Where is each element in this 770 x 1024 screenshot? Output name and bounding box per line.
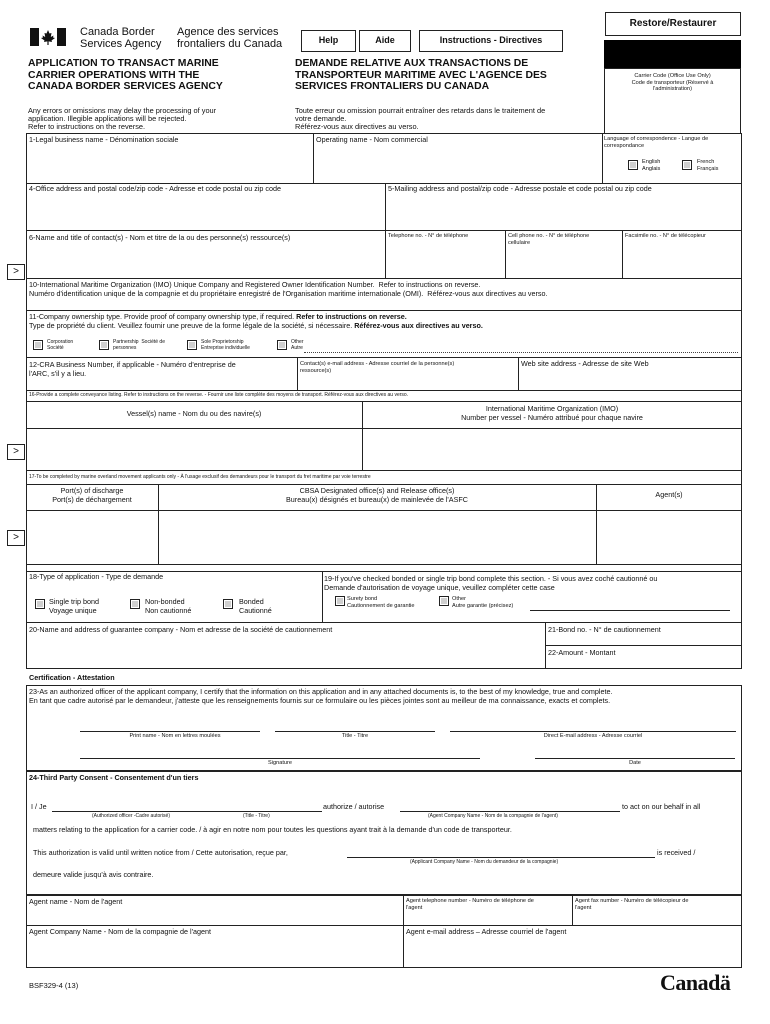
date-label: Date — [629, 760, 641, 766]
other-ownership-label: Other Autre — [291, 339, 304, 351]
ports-header: Port(s) of discharge Port(s) de déchargement — [52, 486, 132, 504]
consent-act: to act on our behalf in all — [622, 802, 701, 811]
agent-company-consent-input[interactable] — [400, 811, 620, 812]
agents-header: Agent(s) — [655, 490, 683, 499]
certification-title: Certification - Attestation — [29, 673, 115, 682]
english-checkbox[interactable] — [628, 160, 638, 170]
non-bonded-checkbox[interactable] — [130, 599, 140, 609]
agent-company-consent-label: (Agent Company Name - Nom de la compagnie de l'agent) — [428, 813, 558, 819]
corporation-checkbox[interactable] — [33, 340, 43, 350]
consent-remains: demeure valide jusqu'à avis contraire. — [33, 870, 154, 879]
carrier-code-label: Carrier Code (Office Use Only) Code de transporteur (Réservé à l'administration) — [631, 73, 714, 92]
cbsa-offices-header: CBSA Designated office(s) and Release office(s) Bureau(x) désignés et bureau(x) de mainlevée de l'ASFC — [286, 486, 468, 504]
direct-email-label: Direct E-mail address - Adresse courriel — [543, 733, 643, 739]
signature-line[interactable] — [80, 758, 480, 759]
field-12-label: 12-CRA Business Number, if applicable - Numéro d'entreprise de l'ARC, s'il y a lieu. — [29, 360, 236, 378]
field-14-label: Web site address - Adresse de site Web — [521, 359, 649, 368]
title-en: APPLICATION TO TRANSACT MARINE CARRIER OPERATIONS WITH THE CANADA BORDER SERVICES AGENCY — [28, 58, 223, 92]
signature-label: Signature — [268, 760, 292, 766]
expand-contacts-button[interactable]: > — [7, 264, 25, 280]
field-13-label: Contact(s) e-mail address - Adresse courriel de la personne(s) ressource(s) — [300, 361, 455, 374]
surety-bond-checkbox[interactable] — [335, 596, 345, 606]
canada-wordmark: Canadä — [660, 970, 731, 995]
applicant-company-input[interactable] — [347, 857, 655, 858]
carrier-code-black-bar — [604, 40, 741, 68]
title-label: Title - Titre — [341, 733, 369, 739]
agency-name-en: Canada Border Services Agency — [80, 26, 162, 50]
field-22-label: 22-Amount - Montant — [548, 648, 616, 657]
agency-name-fr: Agence des services frontaliers du Canada — [177, 26, 283, 50]
sole-proprietorship-checkbox[interactable] — [187, 340, 197, 350]
vessel-name-header: Vessel(s) name - Nom du ou des navire(s) — [126, 409, 262, 418]
instructions-button[interactable]: Instructions - Directives — [419, 30, 563, 52]
help-button[interactable]: Help — [301, 30, 356, 52]
cell-phone-label: Cell phone no. - N° de téléphone cellulaire — [508, 233, 590, 246]
other-guarantee-input[interactable] — [530, 610, 730, 611]
single-trip-bond-label: Single trip bond Voyage unique — [49, 597, 99, 615]
field-3-label: Operating name - Nom commercial — [316, 135, 428, 144]
field-16-label: 16-Provide a complete conveyance listing. Refer to instructions on the reverse. - Fournir une liste complète des moyens de transport. Référez-vous aux directives au verso. — [29, 392, 409, 398]
partnership-label: Partnership Société de personnes — [113, 339, 165, 351]
non-bonded-label: Non-bonded Non cautionné — [145, 597, 192, 615]
telephone-label: Telephone no. - N° de téléphone — [388, 233, 469, 239]
field-10-label: 10-International Maritime Organization (IMO) Unique Company and Registered Owner Identification Number. Refer to instructions on reverse. Numéro d'identification unique de la compagnie et du propriétaire enregistré de l'Organisation maritime internationale (OMI). Référez-vous aux directives au verso. — [29, 280, 548, 298]
bonded-label: Bonded Cautionné — [239, 597, 272, 615]
intro-en: Any errors or omissions may delay the processing of your application. Illegible applications will be rejected. Refer to instructions on the reverse. — [28, 106, 217, 131]
field-19-label: 19-If you've checked bonded or single trip bond complete this section. - Si vous avez coché cautionné ou Demande d'autorisation de voyage unique, veuillez compléter cette case — [324, 574, 658, 592]
consent-valid: This authorization is valid until written notice from / Cette autorisation, reçue par, — [33, 848, 288, 857]
consent-title: 24-Third Party Consent - Consentement d'un tiers — [29, 773, 199, 782]
imo-per-vessel-header: International Maritime Organization (IMO) Number per vessel - Numéro attribué pour chaque navire — [461, 404, 643, 422]
other-ownership-input[interactable] — [304, 352, 738, 353]
field-17-label: 17-To be completed by marine overland movement applicants only - À l'usage exclusif des demandeurs pour le transport du fret maritime par voie terrestre — [29, 474, 371, 480]
office-address-input[interactable] — [29, 195, 383, 228]
agent-company-label: Agent Company Name - Nom de la compagnie de l'agent — [29, 927, 211, 936]
consent-i-je: I / Je — [31, 802, 47, 811]
mailing-address-input[interactable] — [388, 195, 740, 228]
expand-vessels-button[interactable]: > — [7, 444, 25, 460]
agent-phone-label: Agent telephone number - Numéro de téléphone de l'agent — [406, 898, 534, 911]
consent-authorize: authorize / autorise — [323, 802, 385, 811]
consent-matters: matters relating to the application for a carrier code. / à agir en notre nom pour toutes les questions ayant trait à la demande d'un code de transporteur. — [33, 825, 512, 834]
partnership-checkbox[interactable] — [99, 340, 109, 350]
field-20-label: 20-Name and address of guarantee company - Nom et adresse de la société de cautionnement — [29, 625, 333, 634]
authorized-officer-label: (Authorized officer -Cadre autorisé) — [92, 813, 170, 819]
restore-button[interactable]: Restore/Restaurer — [605, 12, 741, 36]
surety-bond-label: Surety bond Cautionnement de garantie — [347, 596, 415, 609]
french-checkbox[interactable] — [682, 160, 692, 170]
consent-received: is received / — [657, 848, 696, 857]
authorized-officer-input[interactable] — [52, 811, 322, 812]
title-input[interactable] — [275, 731, 435, 732]
corporation-label: Corporation Société — [47, 339, 74, 351]
operating-name-input[interactable] — [316, 146, 600, 180]
field-18-label: 18-Type of application - Type de demande — [29, 572, 164, 581]
agent-name-label: Agent name - Nom de l'agent — [29, 897, 123, 906]
other-ownership-checkbox[interactable] — [277, 340, 287, 350]
date-input[interactable] — [535, 758, 735, 759]
agent-email-label: Agent e-mail address – Adresse courriel de l'agent — [406, 927, 567, 936]
applicant-company-label: (Applicant Company Name - Nom du demandeur de la compagnie) — [410, 859, 559, 865]
field-21-label: 21-Bond no. - N° de cautionnement — [548, 625, 661, 634]
language-label: Language of correspondence - Langue de correspondance — [604, 136, 709, 149]
field-5-label: 5-Mailing address and postal/zip code - Adresse postale et code postal ou zip code — [388, 184, 652, 193]
aide-button[interactable]: Aide — [359, 30, 411, 52]
form-id: BSF329-4 (13) — [29, 981, 79, 990]
field-6-label: 6-Name and title of contact(s) - Nom et titre de la ou des personne(s) ressource(s) — [29, 233, 291, 242]
bonded-checkbox[interactable] — [223, 599, 233, 609]
expand-ports-button[interactable]: > — [7, 530, 25, 546]
sole-proprietorship-label: Sole Proprietorship Entreprise individuelle — [201, 339, 250, 351]
single-trip-bond-checkbox[interactable] — [35, 599, 45, 609]
other-guarantee-label: Other Autre garantie (précisez) — [452, 596, 514, 609]
fax-label: Facsimile no. - N° de télécopieur — [625, 233, 706, 239]
agent-fax-label: Agent fax number - Numéro de télécopieur de l'agent — [575, 898, 689, 911]
legal-business-name-input[interactable] — [29, 146, 311, 180]
consent-title-label: (Title - Titre) — [243, 813, 270, 819]
canada-flag-icon — [30, 28, 66, 46]
english-label: English Anglais — [642, 159, 661, 172]
other-guarantee-checkbox[interactable] — [439, 596, 449, 606]
certification-text: 23-As an authorized officer of the applicant company, I certify that the information on this application and in any attached documents is, to the best of my knowledge, true and complete. En tant que cadre autorisé par le demandeur, j'atteste que les renseignements fournis sur ce formulaire ou les pièces jointes sont au meilleur de ma connaissance, exacts et complets. — [29, 687, 613, 705]
direct-email-input[interactable] — [450, 731, 736, 732]
title-fr: DEMANDE RELATIVE AUX TRANSACTIONS DE TRANSPORTEUR MARITIME AVEC L'AGENCE DES SERVICES FRONTALIERS DU CANADA — [295, 58, 547, 92]
field-1-label: 1-Legal business name - Dénomination sociale — [29, 135, 179, 144]
print-name-input[interactable] — [80, 731, 260, 732]
intro-fr: Toute erreur ou omission pourrait entraîner des retards dans le traitement de votre demande. Référez-vous aux directives au verso. — [295, 106, 546, 131]
french-label: French Français — [697, 159, 719, 172]
field-11-label: 11-Company ownership type. Provide proof of company ownership type, if required. Refer to instructions on reverse. Type de propriété du client. Veuillez fournir une preuve de la forme légale de la société, si nécessaire. Référez-vous aux directives au verso. — [29, 312, 483, 330]
field-4-label: 4-Office address and postal code/zip code - Adresse et code postal ou zip code — [29, 184, 281, 193]
print-name-label: Print name - Nom en lettres moulées — [129, 733, 221, 739]
